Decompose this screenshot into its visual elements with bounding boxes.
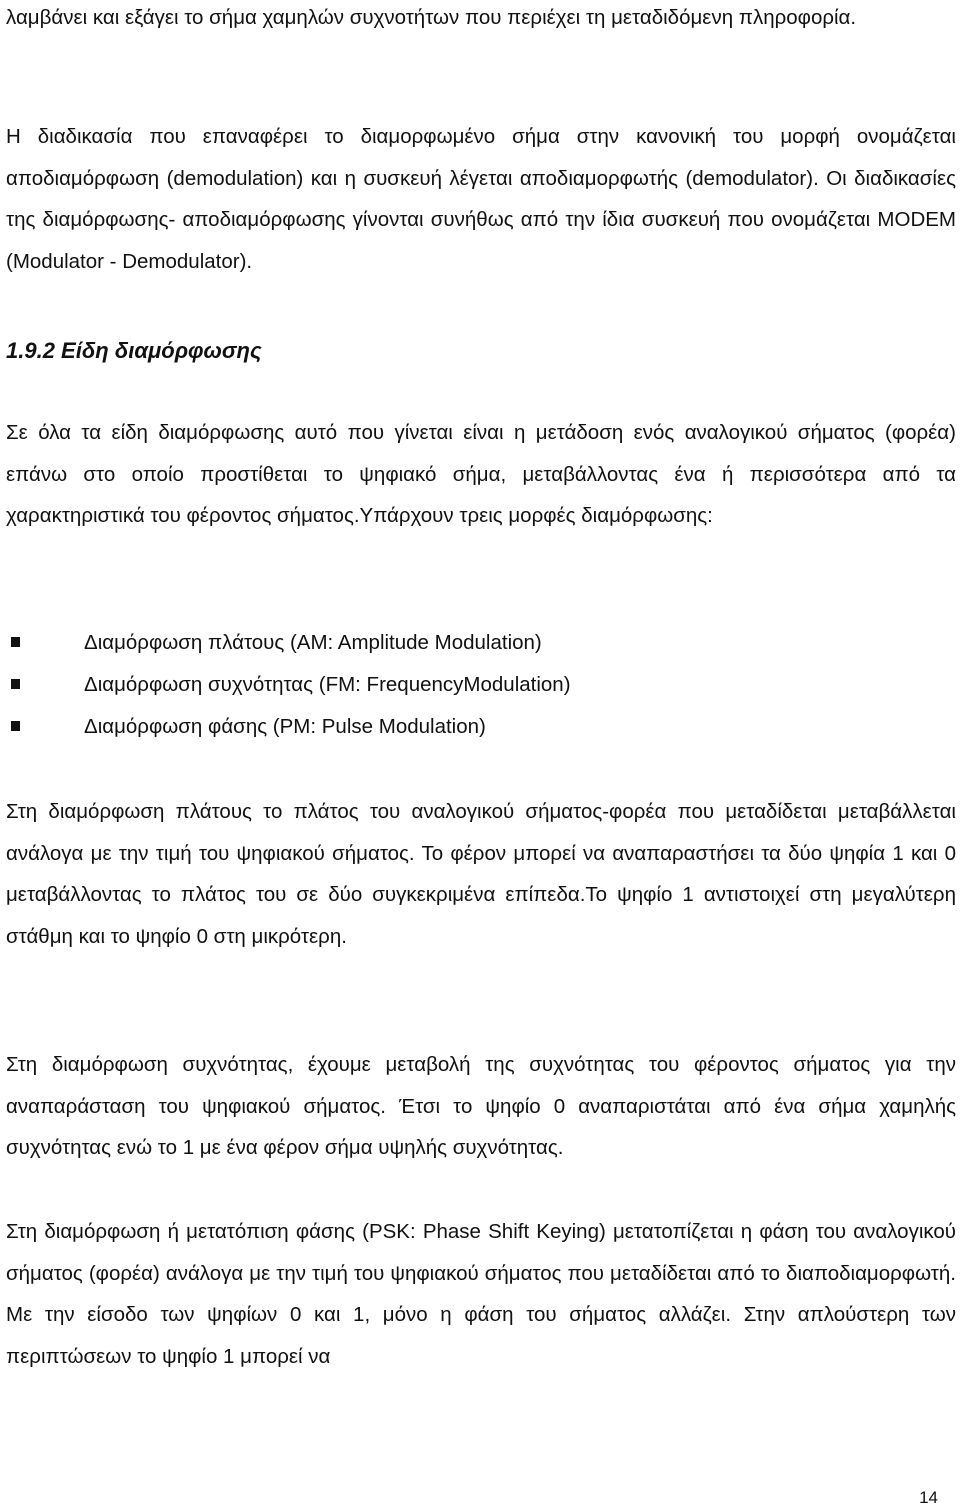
paragraph-intro: λαμβάνει και εξάγει το σήμα χαμηλών συχνοτήτων που περιέχει τη μεταδιδόμενη πληροφορία. (6, 6, 857, 29)
modulation-list (6, 622, 571, 748)
square-bullet-icon (11, 721, 20, 731)
list-item (6, 622, 571, 664)
list-item-text: Διαμόρφωση φάσης (PM: Pulse Modulation) (84, 715, 486, 738)
list-item (6, 664, 571, 706)
square-bullet-icon (11, 679, 20, 689)
paragraph-phase: Στη διαμόρφωση ή μετατόπιση φάσης (PSK: Phase Shift Keying) μετατοπίζεται η φάση του αναλογικού σήματος (φορέα) ανάλογα με την τιμή του ψηφιακού σήματος που μεταδίδεται από το διαποδιαμορφωτή. Με την είσοδο των ψηφίων 0 και 1, μόνο η φάση του σήματος αλλάζει. Στην απλούστερη των περιπτώσεων το ψηφίο 1 μπορεί να (6, 1220, 956, 1368)
paragraph-modulation-types: Σε όλα τα είδη διαμόρφωσης αυτό που γίνεται είναι η μετάδοση ενός αναλογικού σήματος (φορέα) επάνω στο οποίο προστίθεται το ψηφιακό σήμα, μεταβάλλοντας ένα ή περισσότερα από τα χαρακτηριστικά του φέροντος σήματος.Υπάρχουν τρεις μορφές διαμόρφωσης: (6, 421, 956, 527)
square-bullet-icon (11, 637, 20, 647)
list-item-text: Διαμόρφωση συχνότητας (FM: FrequencyModulation) (84, 673, 571, 696)
paragraph-demodulation: Η διαδικασία που επαναφέρει το διαμορφωμένο σήμα στην κανονική του μορφή ονομάζεται αποδιαμόρφωση (demodulation) και η συσκευή λέγεται αποδιαμορφωτής (demodulator). Οι διαδικασίες της διαμόρφωσης- αποδιαμόρφωσης γίνονται συνήθως από την ίδια συσκευή που ονομάζεται MODEM (Modulator - Demodulator). (6, 125, 956, 273)
list-item-text: Διαμόρφωση πλάτους (AM: Amplitude Modulation) (84, 631, 542, 654)
section-heading: 1.9.2 Είδη διαμόρφωσης (6, 338, 262, 363)
paragraph-frequency: Στη διαμόρφωση συχνότητας, έχουμε μεταβολή της συχνότητας του φέροντος σήματος για την αναπαράσταση του ψηφιακού σήματος. Έτσι το ψηφίο 0 αναπαριστάται από ένα σήμα χαμηλής συχνότητας ενώ το 1 με ένα φέρον σήμα υψηλής συχνότητας. (6, 1053, 956, 1159)
list-item (6, 706, 571, 748)
page-number: 14 (919, 1488, 938, 1507)
paragraph-amplitude: Στη διαμόρφωση πλάτους το πλάτος του αναλογικού σήματος-φορέα που μεταδίδεται μεταβάλλεται ανάλογα με την τιμή του ψηφιακού σήματος. Το φέρον μπορεί να αναπαραστήσει τα δύο ψηφία 1 και 0 μεταβάλλοντας το πλάτος του σε δύο συγκεκριμένα επίπεδα.Το ψηφίο 1 αντιστοιχεί στη μεγαλύτερη στάθμη και το ψηφίο 0 στη μικρότερη. (6, 800, 956, 948)
